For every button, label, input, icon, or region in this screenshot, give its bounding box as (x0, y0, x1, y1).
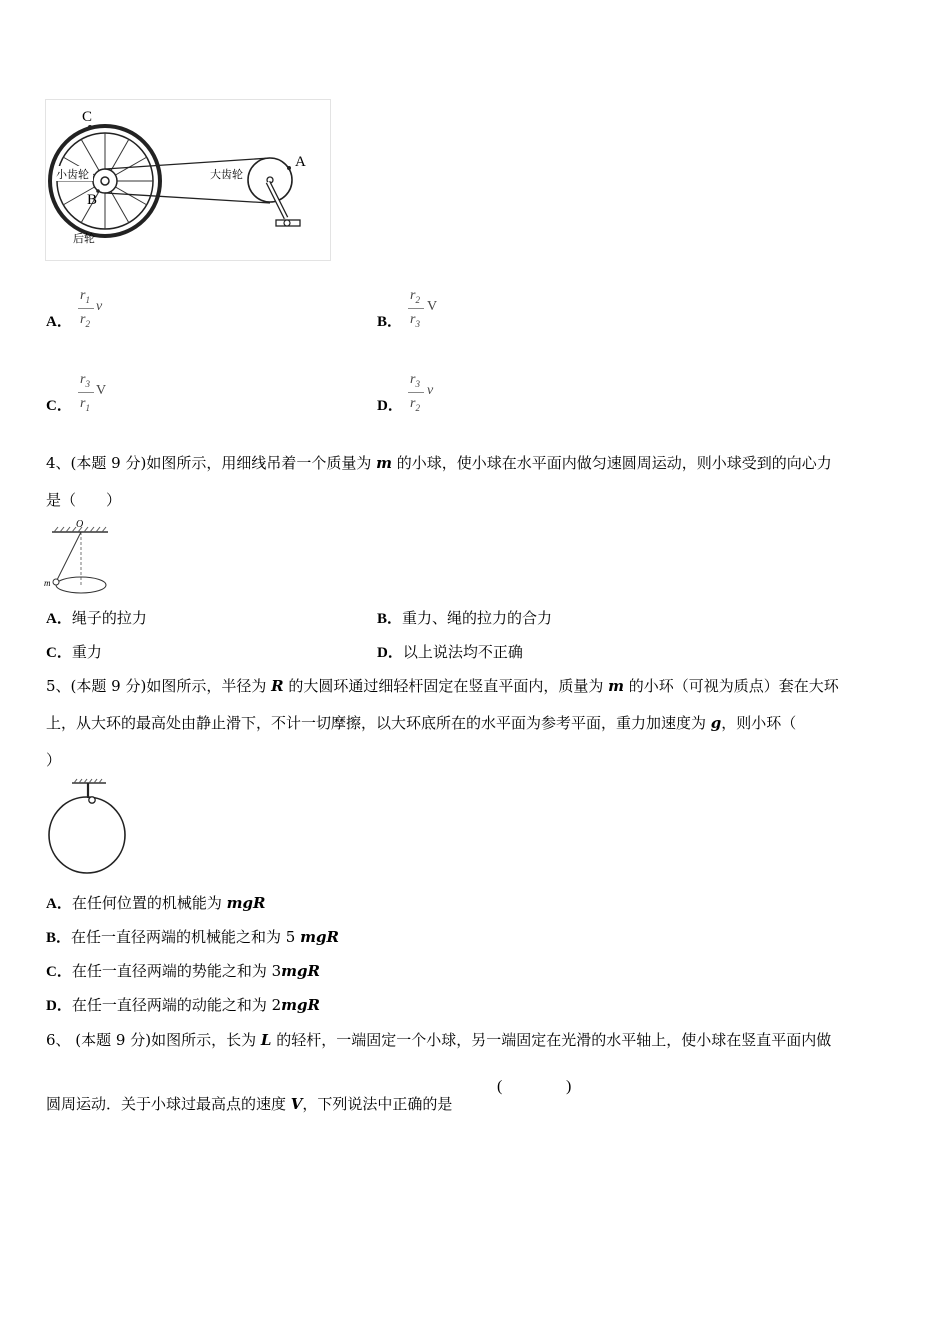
q4-option-b[interactable]: B．重力、绳的拉力的合力 (377, 609, 553, 627)
bicycle-gear-figure (45, 99, 331, 261)
label-big-gear: 大齿轮 (210, 168, 243, 181)
option-label: A． (46, 314, 72, 330)
conical-pendulum-figure (44, 518, 114, 602)
q6-stem-line1: 6、 (本题 9 分)如图所示，长为 L 的轻杆，一端固定一个小球，另一端固定在光滑的水平轴上，使小球在竖直平面内做 (46, 1031, 832, 1049)
option-label: D． (377, 398, 403, 414)
conical-pendulum-drawing (44, 518, 114, 598)
label-m: m (44, 578, 51, 588)
q4-stem-line2: 是（ ） (46, 491, 122, 509)
small-gear-hub (101, 177, 109, 185)
q5-stem-line3: ） (46, 751, 62, 769)
label-b: B (87, 192, 98, 208)
q4-stem-line1: 4、(本题 9 分)如图所示，用细线吊着一个质量为 m 的小球，使小球在水平面内做匀速圆周运动，则小球受到的向心力 (46, 454, 832, 472)
q5-option-d[interactable]: D．在任一直径两端的动能之和为 2mgR (46, 996, 320, 1014)
point-c-dot (88, 125, 92, 129)
q4-option-c[interactable]: C．重力 (46, 643, 102, 661)
chain-bottom (105, 193, 270, 203)
label-small-gear: 小齿轮 (56, 168, 89, 181)
big-ring (49, 797, 125, 873)
small-ring (89, 797, 95, 803)
q5-option-c[interactable]: C．在任一直径两端的势能之和为 3mgR (46, 962, 320, 980)
q5-option-a[interactable]: A．在任何位置的机械能为 mgR (46, 894, 266, 912)
ring-figure (44, 778, 134, 882)
label-o: O (76, 519, 84, 530)
label-a: A (295, 154, 306, 170)
label-c: C (82, 109, 93, 125)
q4-option-a[interactable]: A．绳子的拉力 (46, 609, 147, 627)
label-rear-wheel: 后轮 (73, 232, 95, 245)
q5-stem-line2: 上，从大环的最高处由静止滑下，不计一切摩擦，以大环底所在的水平面为参考平面，重力加速度为 g，则小环（ (46, 714, 797, 732)
ball (53, 579, 59, 585)
bicycle-gear-drawing (46, 100, 330, 260)
q6-paren-open: ( (497, 1078, 503, 1095)
point-a-dot (287, 166, 291, 170)
chain-top (105, 158, 270, 169)
q4-option-d[interactable]: D．以上说法均不正确 (377, 643, 523, 661)
q5-option-b[interactable]: B．在任一直径两端的机械能之和为 5 mgR (46, 928, 339, 946)
option-label: B． (377, 314, 403, 330)
q6-paren-close: ) (566, 1078, 572, 1095)
q5-stem-line1: 5、(本题 9 分)如图所示，半径为 R 的大圆环通过细轻杆固定在竖直平面内，质量为 m 的小环（可视为质点）套在大环 (46, 677, 839, 695)
ring-drawing (44, 778, 134, 878)
q6-stem-line2: 圆周运动．关于小球过最高点的速度 V，下列说法中正确的是 (46, 1095, 453, 1113)
option-label: C． (46, 398, 72, 414)
string (56, 532, 81, 582)
